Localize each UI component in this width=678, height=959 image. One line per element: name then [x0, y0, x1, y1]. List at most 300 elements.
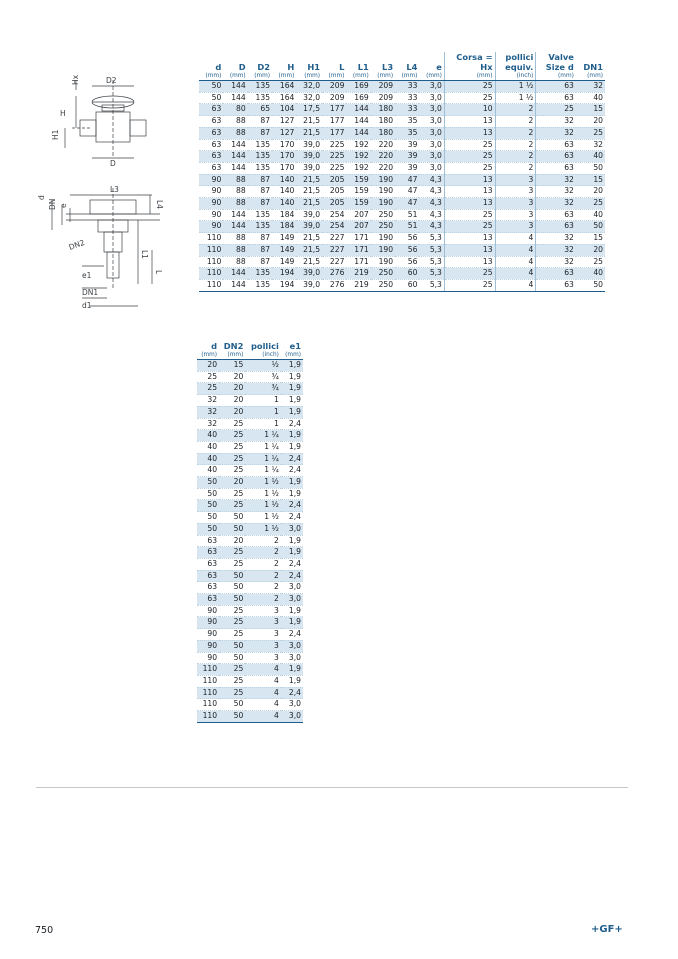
- table-cell: 2: [495, 116, 536, 128]
- table-cell: 32: [576, 139, 605, 151]
- table-cell: 3: [245, 617, 281, 629]
- table-cell: 88: [223, 233, 247, 245]
- table-cell: 39,0: [296, 221, 322, 233]
- table-cell: 110: [197, 664, 219, 676]
- table-row: [197, 687, 303, 699]
- table-cell: 25: [219, 441, 245, 453]
- table-cell: 180: [371, 127, 395, 139]
- table-cell: 1,9: [281, 535, 303, 547]
- table-cell: 3,0: [419, 127, 444, 139]
- table-cell: 32: [536, 174, 576, 186]
- table-cell: 56: [395, 256, 419, 268]
- table-cell: 90: [199, 198, 223, 210]
- table-cell: 110: [197, 675, 219, 687]
- table-cell: 276: [322, 268, 346, 280]
- table-cell: 63: [199, 139, 223, 151]
- column-unit: (mm): [304, 73, 321, 79]
- table-cell: 20: [219, 395, 245, 407]
- table-cell: 25: [219, 558, 245, 570]
- table-cell: 88: [223, 127, 247, 139]
- table-row: [197, 675, 303, 687]
- table-cell: 65: [248, 104, 272, 116]
- table-cell: 3,0: [281, 594, 303, 606]
- table-cell: 177: [322, 116, 346, 128]
- table-cell: 1: [245, 395, 281, 407]
- column-label-line2: equiv.: [505, 62, 534, 72]
- table-cell: 63: [199, 151, 223, 163]
- table-cell: 135: [248, 268, 272, 280]
- table-cell: 32: [197, 418, 219, 430]
- table-cell: 35: [395, 116, 419, 128]
- label-h: H: [60, 109, 66, 118]
- table-cell: 1,9: [281, 430, 303, 442]
- table-cell: 50: [197, 500, 219, 512]
- table-cell: 171: [346, 244, 370, 256]
- table-cell: 25: [219, 418, 245, 430]
- column-label: pollici: [505, 52, 534, 62]
- table-cell: 20: [219, 535, 245, 547]
- label-dn: DN: [48, 198, 57, 210]
- table-cell: 144: [346, 116, 370, 128]
- column-label: D2: [257, 62, 271, 72]
- table-cell: 227: [322, 244, 346, 256]
- table-row: [199, 174, 605, 186]
- table-cell: 205: [322, 186, 346, 198]
- column-label: H: [287, 62, 295, 72]
- table-row: [199, 209, 605, 221]
- table-cell: 4: [245, 687, 281, 699]
- table-cell: 209: [371, 81, 395, 93]
- table-cell: 88: [223, 244, 247, 256]
- table-cell: 25: [219, 453, 245, 465]
- table-cell: 13: [444, 186, 495, 198]
- table-cell: 63: [536, 268, 576, 280]
- column-unit: (mm): [558, 73, 574, 79]
- table-cell: 63: [199, 116, 223, 128]
- table-cell: 21,5: [296, 198, 322, 210]
- table-cell: 1 ½: [495, 92, 536, 104]
- table-cell: 32: [576, 81, 605, 93]
- table-cell: 192: [346, 139, 370, 151]
- table-cell: 170: [272, 162, 296, 174]
- table-row: [197, 523, 303, 535]
- table-cell: 88: [223, 198, 247, 210]
- column-header: [576, 52, 605, 81]
- table-cell: 144: [346, 127, 370, 139]
- table-row: [199, 256, 605, 268]
- table-cell: 50: [197, 523, 219, 535]
- table-cell: 170: [272, 151, 296, 163]
- table-cell: 47: [395, 174, 419, 186]
- table-cell: 50: [197, 512, 219, 524]
- table-header-row: [199, 52, 605, 81]
- table-cell: 51: [395, 221, 419, 233]
- column-label: L3: [382, 62, 394, 72]
- table-cell: 56: [395, 244, 419, 256]
- table-cell: 47: [395, 198, 419, 210]
- column-header: [281, 341, 303, 360]
- column-header: [245, 341, 281, 360]
- table-cell: 25: [444, 268, 495, 280]
- branch-dimensions-table: [197, 341, 303, 723]
- table-row: [197, 477, 303, 489]
- table-cell: 50: [219, 640, 245, 652]
- table-cell: 1 ½: [245, 500, 281, 512]
- table-cell: 3: [495, 221, 536, 233]
- table-cell: 3: [495, 174, 536, 186]
- table-cell: 250: [371, 221, 395, 233]
- table-row: [197, 465, 303, 477]
- table-cell: 63: [536, 92, 576, 104]
- table-cell: 190: [371, 198, 395, 210]
- table-cell: 25: [444, 81, 495, 93]
- table-cell: 4: [245, 711, 281, 723]
- table-cell: 1: [245, 418, 281, 430]
- table-cell: 4,3: [419, 186, 444, 198]
- table-cell: 13: [444, 233, 495, 245]
- column-header: [219, 341, 245, 360]
- table-cell: 144: [223, 279, 247, 291]
- table-cell: 13: [444, 244, 495, 256]
- table-cell: 135: [248, 279, 272, 291]
- table-cell: 63: [536, 279, 576, 291]
- table-cell: 149: [272, 256, 296, 268]
- table-cell: 194: [272, 279, 296, 291]
- table-cell: 192: [346, 162, 370, 174]
- table-cell: 1,9: [281, 383, 303, 395]
- table-cell: 140: [272, 174, 296, 186]
- table-cell: 190: [371, 244, 395, 256]
- column-unit: (mm): [229, 73, 246, 79]
- table-cell: 4: [495, 244, 536, 256]
- table-cell: 1 ½: [245, 523, 281, 535]
- table-cell: 15: [576, 233, 605, 245]
- table-cell: 80: [223, 104, 247, 116]
- table-cell: 50: [576, 221, 605, 233]
- table-cell: 39: [395, 151, 419, 163]
- table-cell: 171: [346, 233, 370, 245]
- table-cell: 144: [223, 209, 247, 221]
- table-cell: 63: [197, 594, 219, 606]
- column-label: H1: [307, 62, 321, 72]
- table-cell: 209: [322, 81, 346, 93]
- table-cell: 20: [219, 371, 245, 383]
- table-cell: 32,0: [296, 81, 322, 93]
- table-cell: 3: [495, 186, 536, 198]
- table-cell: 63: [197, 547, 219, 559]
- column-unit: (mm): [587, 73, 603, 79]
- table-cell: 90: [197, 617, 219, 629]
- column-label: DN1: [583, 62, 603, 72]
- table-row: [197, 605, 303, 617]
- table-cell: 3,0: [419, 116, 444, 128]
- table-cell: 63: [197, 582, 219, 594]
- table-cell: 225: [322, 162, 346, 174]
- table-cell: 63: [199, 127, 223, 139]
- table-cell: 3: [245, 652, 281, 664]
- table-cell: 25: [219, 675, 245, 687]
- table-cell: 50: [219, 652, 245, 664]
- table-cell: 40: [576, 209, 605, 221]
- technical-drawings: [30, 60, 195, 325]
- table-cell: 63: [536, 221, 576, 233]
- table-cell: 169: [346, 81, 370, 93]
- table-cell: 2,4: [281, 465, 303, 477]
- column-header: [395, 52, 419, 81]
- table-cell: 1 ¼: [245, 441, 281, 453]
- table-cell: 1 ¼: [245, 453, 281, 465]
- table-cell: 110: [199, 279, 223, 291]
- table-cell: 207: [346, 209, 370, 221]
- table-cell: 39,0: [296, 279, 322, 291]
- table-cell: 25: [219, 547, 245, 559]
- table-cell: 3,0: [419, 139, 444, 151]
- table-cell: 254: [322, 221, 346, 233]
- table-row: [197, 383, 303, 395]
- label-l: L: [154, 270, 163, 275]
- table-cell: 50: [219, 512, 245, 524]
- column-header: [536, 52, 576, 81]
- table-cell: 90: [197, 652, 219, 664]
- table-cell: 1 ½: [245, 512, 281, 524]
- table-cell: 25: [444, 151, 495, 163]
- table-cell: 3,0: [419, 151, 444, 163]
- table-cell: 4,3: [419, 174, 444, 186]
- valve-dimensions-table: [199, 52, 605, 292]
- table-cell: 1,9: [281, 371, 303, 383]
- table-cell: 25: [444, 221, 495, 233]
- table-cell: 2,4: [281, 453, 303, 465]
- table-cell: 177: [322, 127, 346, 139]
- table-cell: 39: [395, 139, 419, 151]
- table-cell: 194: [272, 268, 296, 280]
- table-cell: 25: [219, 664, 245, 676]
- table-cell: 144: [223, 221, 247, 233]
- table-cell: 39,0: [296, 162, 322, 174]
- table-cell: 21,5: [296, 174, 322, 186]
- table-cell: 3: [495, 209, 536, 221]
- column-unit: (mm): [278, 73, 295, 79]
- table-cell: 50: [219, 523, 245, 535]
- table-row: [199, 244, 605, 256]
- table-row: [197, 535, 303, 547]
- table-cell: 2: [495, 127, 536, 139]
- table-cell: 159: [346, 198, 370, 210]
- table-cell: 87: [248, 174, 272, 186]
- table-cell: 25: [576, 256, 605, 268]
- table-cell: 90: [199, 209, 223, 221]
- table-cell: 250: [371, 268, 395, 280]
- table-header-row: [197, 341, 303, 360]
- table-cell: 15: [219, 360, 245, 372]
- table-cell: 250: [371, 279, 395, 291]
- table-cell: 32: [536, 244, 576, 256]
- column-header: [197, 341, 219, 360]
- table-cell: 40: [197, 430, 219, 442]
- table-row: [197, 430, 303, 442]
- table-cell: 56: [395, 233, 419, 245]
- table-cell: 2: [245, 594, 281, 606]
- table-row: [197, 570, 303, 582]
- table-cell: 25: [219, 617, 245, 629]
- table-cell: 63: [536, 209, 576, 221]
- column-header: [346, 52, 370, 81]
- table-cell: 25: [444, 279, 495, 291]
- table-cell: 127: [272, 127, 296, 139]
- table-cell: 1,9: [281, 605, 303, 617]
- table-cell: 180: [371, 104, 395, 116]
- table-row: [197, 640, 303, 652]
- table-cell: 4: [245, 699, 281, 711]
- column-header: [444, 52, 495, 81]
- table-cell: 25: [576, 198, 605, 210]
- table-cell: 171: [346, 256, 370, 268]
- table-cell: 110: [197, 711, 219, 723]
- table-cell: ½: [245, 360, 281, 372]
- column-label: D: [238, 62, 246, 72]
- table-row: [197, 664, 303, 676]
- table-cell: 50: [199, 92, 223, 104]
- table-row: [199, 151, 605, 163]
- table-row: [197, 652, 303, 664]
- table-cell: 20: [576, 116, 605, 128]
- table-cell: 13: [444, 174, 495, 186]
- table-cell: 47: [395, 186, 419, 198]
- table-cell: 3,0: [419, 104, 444, 116]
- table-cell: 135: [248, 139, 272, 151]
- column-header: [223, 52, 247, 81]
- column-label-line2: Hx: [480, 62, 493, 72]
- table-cell: 21,5: [296, 127, 322, 139]
- label-dn1: DN1: [82, 288, 99, 297]
- column-label: L1: [357, 62, 369, 72]
- table-cell: 190: [371, 174, 395, 186]
- table-row: [197, 558, 303, 570]
- table-row: [199, 221, 605, 233]
- column-label-line2: Size d: [545, 62, 574, 72]
- table-cell: 87: [248, 233, 272, 245]
- table-cell: 32: [536, 116, 576, 128]
- table-cell: 39,0: [296, 151, 322, 163]
- table-cell: 15: [576, 104, 605, 116]
- column-label: L4: [406, 62, 418, 72]
- table-cell: 32: [536, 186, 576, 198]
- table-cell: 50: [197, 488, 219, 500]
- table-cell: 207: [346, 221, 370, 233]
- table-cell: 20: [219, 477, 245, 489]
- table-cell: 1 ½: [245, 488, 281, 500]
- table-cell: 110: [197, 687, 219, 699]
- column-unit: (mm): [201, 352, 218, 358]
- table-cell: 220: [371, 151, 395, 163]
- table-cell: 1,9: [281, 441, 303, 453]
- table-row: [199, 268, 605, 280]
- table-cell: 127: [272, 116, 296, 128]
- table-cell: 4: [245, 675, 281, 687]
- table-cell: 20: [219, 383, 245, 395]
- table-cell: 144: [223, 81, 247, 93]
- table-row: [197, 617, 303, 629]
- table-row: [197, 629, 303, 641]
- table-cell: 190: [371, 186, 395, 198]
- table-cell: 144: [223, 92, 247, 104]
- table-cell: 90: [197, 605, 219, 617]
- table-cell: 135: [248, 151, 272, 163]
- table-row: [199, 116, 605, 128]
- table-row: [199, 139, 605, 151]
- table-cell: 39,0: [296, 209, 322, 221]
- table-cell: 13: [444, 127, 495, 139]
- table-cell: ¾: [245, 371, 281, 383]
- table-cell: 21,5: [296, 116, 322, 128]
- table-cell: 3,0: [281, 640, 303, 652]
- table-cell: 39: [395, 162, 419, 174]
- table-cell: 50: [197, 477, 219, 489]
- table-cell: 32: [536, 198, 576, 210]
- table-row: [197, 371, 303, 383]
- table-cell: 1: [245, 406, 281, 418]
- table-cell: 3,0: [419, 81, 444, 93]
- table-cell: 1 ½: [245, 477, 281, 489]
- table-cell: 4,3: [419, 209, 444, 221]
- table-cell: 63: [199, 104, 223, 116]
- table-cell: 219: [346, 268, 370, 280]
- table-cell: 33: [395, 92, 419, 104]
- table-cell: 32: [197, 406, 219, 418]
- table-cell: 90: [199, 221, 223, 233]
- table-cell: 190: [371, 233, 395, 245]
- table-cell: 225: [322, 139, 346, 151]
- table-cell: 40: [197, 453, 219, 465]
- table-cell: 32,0: [296, 92, 322, 104]
- table-cell: 87: [248, 127, 272, 139]
- table-cell: 110: [199, 268, 223, 280]
- table-cell: 2,4: [281, 512, 303, 524]
- table-cell: 209: [371, 92, 395, 104]
- column-label: Valve: [548, 52, 574, 62]
- table-cell: 144: [223, 151, 247, 163]
- table-cell: 4,3: [419, 221, 444, 233]
- table-cell: 32: [197, 395, 219, 407]
- table-cell: 159: [346, 174, 370, 186]
- column-unit: (mm): [426, 73, 442, 79]
- table-cell: 50: [199, 81, 223, 93]
- table-cell: 2: [495, 139, 536, 151]
- table-cell: 220: [371, 162, 395, 174]
- table-cell: 276: [322, 279, 346, 291]
- table-cell: 87: [248, 116, 272, 128]
- table-cell: 140: [272, 186, 296, 198]
- table-row: [197, 406, 303, 418]
- table-row: [199, 186, 605, 198]
- table-cell: 1,9: [281, 675, 303, 687]
- table-cell: 39,0: [296, 268, 322, 280]
- table-cell: 50: [219, 594, 245, 606]
- table-cell: 135: [248, 162, 272, 174]
- table-cell: 50: [219, 582, 245, 594]
- footer-divider: [36, 787, 628, 788]
- table-cell: 13: [444, 198, 495, 210]
- table-cell: 164: [272, 81, 296, 93]
- table-cell: 5,3: [419, 244, 444, 256]
- table-cell: 1 ½: [495, 81, 536, 93]
- table-cell: 40: [197, 465, 219, 477]
- table-cell: 1,9: [281, 617, 303, 629]
- table-cell: 21,5: [296, 186, 322, 198]
- table-cell: 110: [199, 244, 223, 256]
- column-unit: (mm): [352, 73, 369, 79]
- label-d2: D2: [106, 76, 117, 85]
